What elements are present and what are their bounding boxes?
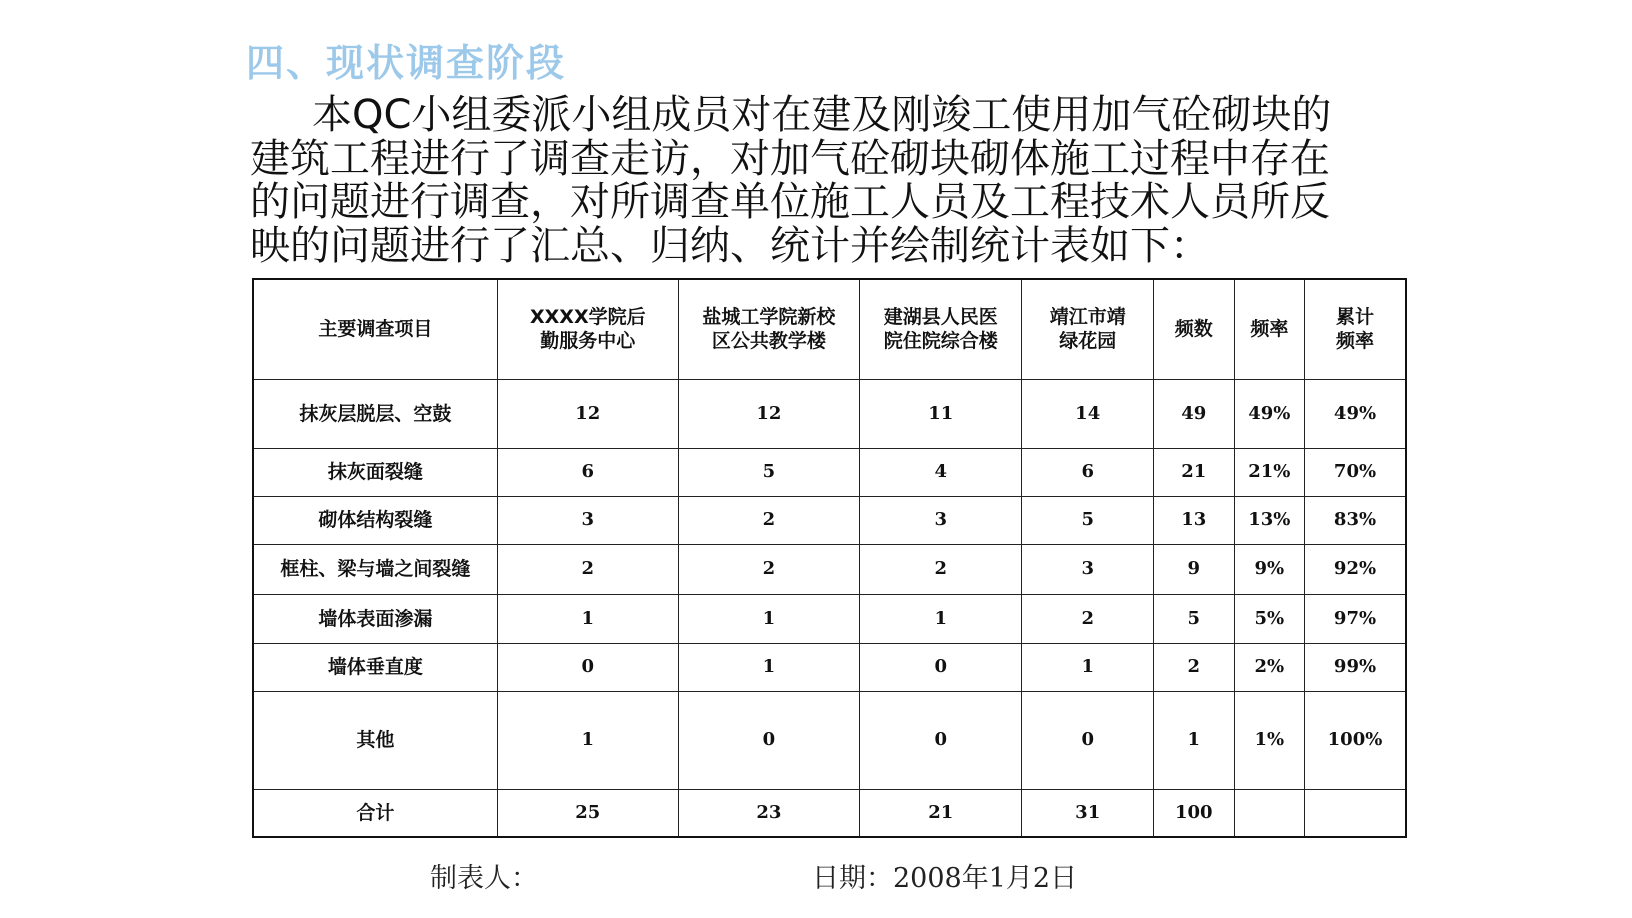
table-maker-label: 制表人：	[430, 863, 538, 894]
cell-value: 3	[497, 496, 678, 544]
total-value: 25	[497, 789, 678, 837]
header-cell-cumulative-rate: 累计 频率	[1305, 279, 1406, 379]
cell-frequency: 21	[1153, 448, 1234, 496]
cell-cumulative: 70%	[1305, 448, 1406, 496]
cell-rate: 2%	[1234, 643, 1304, 691]
table-date-label: 日期：2008年1月2日	[812, 863, 1078, 894]
header-cell-site-1: XXXX学院后 勤服务中心	[497, 279, 678, 379]
paragraph-line: 的问题进行调查，对所调查单位施工人员及工程技术人员所反	[250, 179, 1330, 225]
table-row	[253, 379, 1406, 448]
cell-frequency: 49	[1153, 379, 1234, 448]
cell-value: 3	[1022, 544, 1153, 594]
row-item-label: 其他	[253, 691, 497, 789]
cell-value: 2	[678, 544, 859, 594]
row-item-label: 抹灰层脱层、空鼓	[253, 379, 497, 448]
total-value: 31	[1022, 789, 1153, 837]
section-title: 四、现状调查阶段	[246, 41, 567, 85]
header-cell-site-2: 盐城工学院新校 区公共教学楼	[678, 279, 859, 379]
table-row	[253, 496, 1406, 544]
table-row	[253, 691, 1406, 789]
total-value: 21	[860, 789, 1022, 837]
cell-value: 1	[678, 643, 859, 691]
cell-cumulative: 83%	[1305, 496, 1406, 544]
cell-frequency: 1	[1153, 691, 1234, 789]
header-cell-item: 主要调查项目	[253, 279, 497, 379]
cell-rate: 21%	[1234, 448, 1304, 496]
paragraph-line: 映的问题进行了汇总、归纳、统计并绘制统计表如下：	[250, 222, 1210, 269]
row-item-label: 抹灰面裂缝	[253, 448, 497, 496]
cell-value: 3	[860, 496, 1022, 544]
cell-rate: 49%	[1234, 379, 1304, 448]
table-header-row	[253, 279, 1406, 379]
table-total-row	[253, 789, 1406, 837]
cell-value: 0	[1022, 691, 1153, 789]
cell-value: 0	[860, 691, 1022, 789]
cell-value: 5	[1022, 496, 1153, 544]
intro-paragraph	[250, 94, 1390, 268]
cell-value: 6	[1022, 448, 1153, 496]
cell-frequency: 9	[1153, 544, 1234, 594]
cell-frequency: 2	[1153, 643, 1234, 691]
cell-value: 1	[497, 691, 678, 789]
cell-value: 2	[1022, 594, 1153, 643]
cell-frequency: 5	[1153, 594, 1234, 643]
row-item-label: 砌体结构裂缝	[253, 496, 497, 544]
cell-value: 2	[497, 544, 678, 594]
cell-rate: 1%	[1234, 691, 1304, 789]
header-cell-site-3: 建湖县人民医 院住院综合楼	[860, 279, 1022, 379]
header-cell-frequency: 频数	[1153, 279, 1234, 379]
total-value: 23	[678, 789, 859, 837]
cell-frequency: 13	[1153, 496, 1234, 544]
cell-value: 1	[860, 594, 1022, 643]
cell-value: 0	[678, 691, 859, 789]
cell-rate: 5%	[1234, 594, 1304, 643]
cell-value: 14	[1022, 379, 1153, 448]
cell-value: 1	[497, 594, 678, 643]
header-cell-site-4: 靖江市靖 绿花园	[1022, 279, 1153, 379]
table-row	[253, 544, 1406, 594]
cell-value: 0	[497, 643, 678, 691]
cell-cumulative: 100%	[1305, 691, 1406, 789]
cell-value: 0	[860, 643, 1022, 691]
cell-value: 4	[860, 448, 1022, 496]
total-frequency: 100	[1153, 789, 1234, 837]
total-label: 合计	[253, 789, 497, 837]
row-item-label: 墙体垂直度	[253, 643, 497, 691]
row-item-label: 墙体表面渗漏	[253, 594, 497, 643]
cell-value: 2	[678, 496, 859, 544]
table-row	[253, 643, 1406, 691]
cell-value: 6	[497, 448, 678, 496]
paragraph-line: 建筑工程进行了调查走访，对加气砼砌块砌体施工过程中存在	[250, 135, 1330, 182]
cell-rate: 9%	[1234, 544, 1304, 594]
header-cell-rate: 频率	[1234, 279, 1304, 379]
cell-value: 12	[678, 379, 859, 448]
survey-statistics-table	[252, 278, 1407, 838]
cell-value: 5	[678, 448, 859, 496]
paragraph-line: 本QC小组委派小组成员对在建及刚竣工使用加气砼砌块的	[312, 92, 1332, 138]
table-row	[253, 448, 1406, 496]
cell-cumulative: 49%	[1305, 379, 1406, 448]
cell-cumulative: 99%	[1305, 643, 1406, 691]
table-row	[253, 594, 1406, 643]
cell-value: 1	[678, 594, 859, 643]
cell-cumulative: 97%	[1305, 594, 1406, 643]
cell-value: 1	[1022, 643, 1153, 691]
total-rate	[1234, 789, 1304, 837]
cell-value: 12	[497, 379, 678, 448]
cell-value: 11	[860, 379, 1022, 448]
cell-value: 2	[860, 544, 1022, 594]
row-item-label: 框柱、梁与墙之间裂缝	[253, 544, 497, 594]
total-cumulative	[1305, 789, 1406, 837]
cell-cumulative: 92%	[1305, 544, 1406, 594]
cell-rate: 13%	[1234, 496, 1304, 544]
